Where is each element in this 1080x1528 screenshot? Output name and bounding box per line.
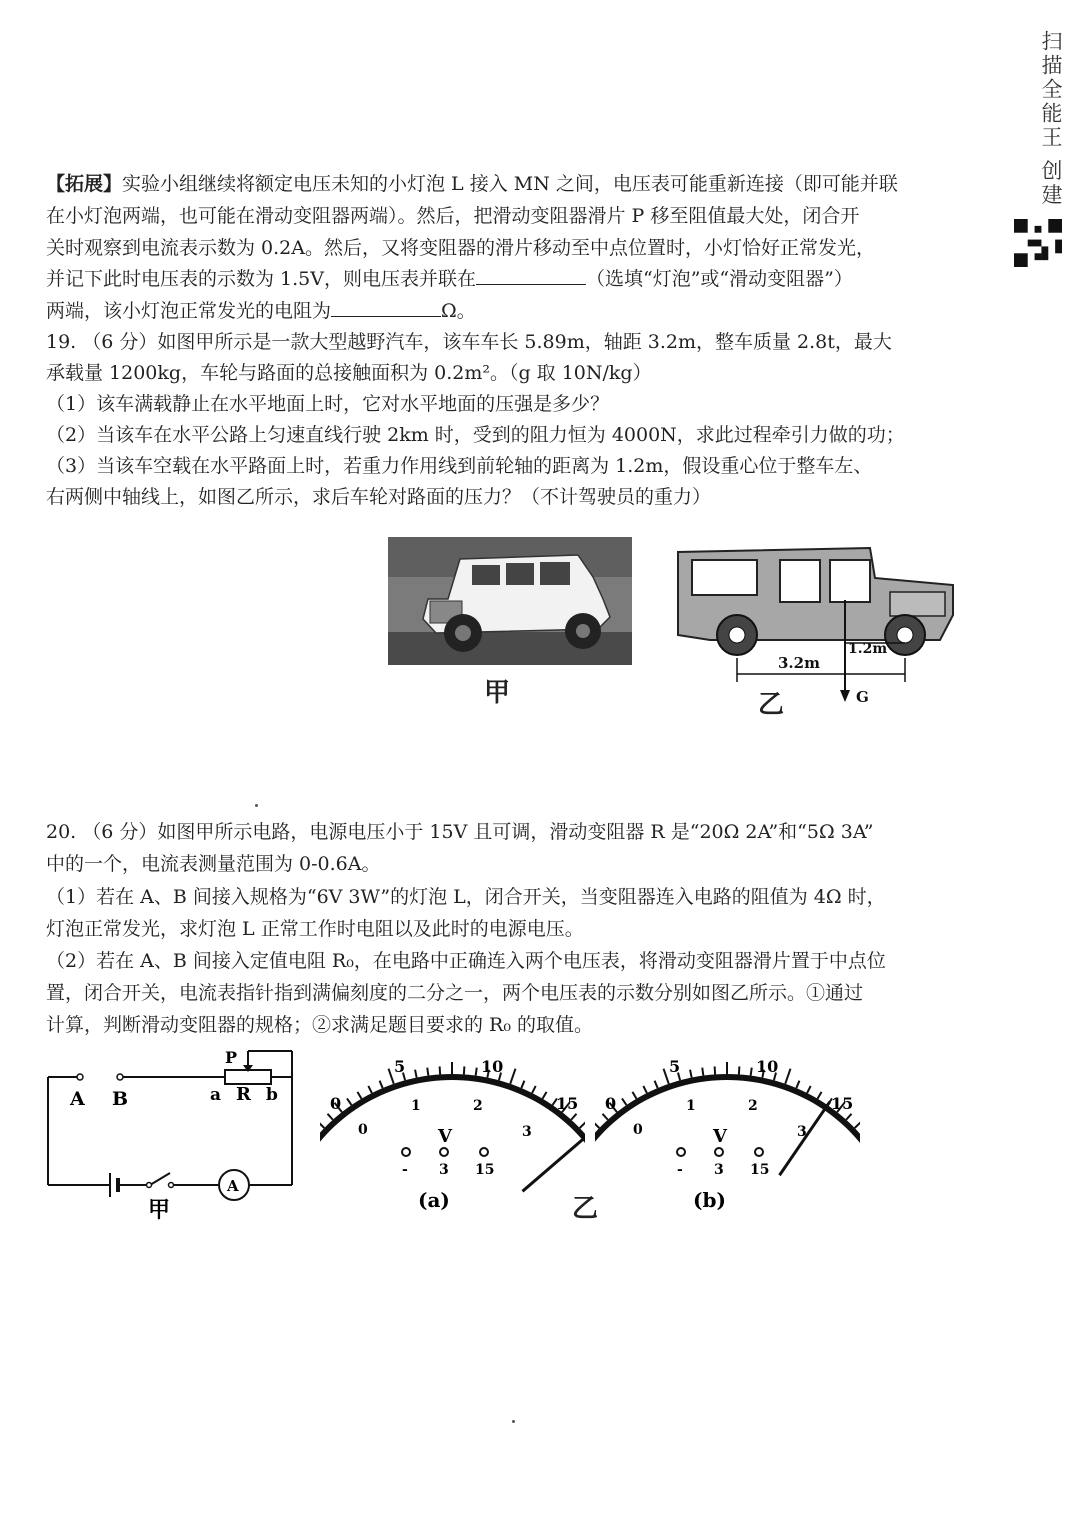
meter-tick	[347, 1098, 352, 1105]
qr-code-icon	[1014, 218, 1062, 268]
meter-tick	[510, 1069, 515, 1084]
q20-line-2: 中的一个，电流表测量范围为 0-0.6A。	[46, 853, 381, 875]
meter-tick	[464, 1066, 465, 1074]
rheostat-b-label: b	[266, 1085, 278, 1105]
meter-tick	[817, 1092, 821, 1099]
svg-text:-: -	[402, 1162, 408, 1178]
meter-tick	[690, 1070, 692, 1078]
meter-tick	[571, 1114, 576, 1120]
meter-tick	[751, 1068, 752, 1076]
q20-part-1a: （1）若在 A、B 间接入规格为“6V 3W”的灯泡 L，闭合开关，当变阻器连入电路的阻值为 4Ω 时，	[46, 886, 886, 908]
q19-part-3b: 右两侧中轴线上，如图乙所示，求后车轮对路面的压力？（不计驾驶员的重力）	[46, 486, 712, 508]
q19-line-2: 承载量 1200kg，车轮与路面的总接触面积为 0.2m²。（g 取 10N/kg）	[46, 362, 652, 384]
slider-p-label: P	[225, 1048, 238, 1067]
expansion-line-1: 【拓展】实验小组继续将额定电压未知的小灯泡 L 接入 MN 之间，电压表可能重新连接（即可能并联	[46, 173, 898, 195]
q19-part-1: （1）该车满载静止在水平地面上时，它对水平地面的压强是多少？	[46, 393, 610, 415]
q20-part-1b: 灯泡正常发光，求灯泡 L 正常工作时电阻以及此时的电源电压。	[46, 918, 584, 940]
meter-tick	[739, 1066, 740, 1074]
svg-text:2: 2	[473, 1098, 483, 1114]
svg-text:10: 10	[481, 1057, 504, 1076]
meter-tick	[632, 1092, 636, 1099]
terminal-b-label: B	[112, 1088, 129, 1110]
meter-tick	[622, 1098, 627, 1105]
fig-jia-caption: 甲	[484, 678, 511, 708]
rheostat-r-label: R	[236, 1084, 251, 1105]
svg-text:15: 15	[750, 1162, 770, 1178]
gravity-label: G	[856, 688, 869, 706]
q19-part-2: （2）当该车在水平公路上匀速直线行驶 2km 时，受到的阻力恒为 4000N，求此过程牵引力做的功；	[46, 424, 905, 446]
svg-text:3: 3	[714, 1162, 724, 1178]
meter-tick	[389, 1069, 394, 1084]
q20-part-2a: （2）若在 A、B 间接入定值电阻 R₀，在电路中正确连入两个电压表，将滑动变阻器滑片置于中点位	[46, 950, 886, 972]
circuit-diagram	[40, 1045, 302, 1225]
meter-tick	[357, 1092, 361, 1099]
scan-speck-2	[512, 1420, 515, 1423]
meter-tick	[785, 1069, 790, 1084]
suv-photo	[388, 537, 632, 665]
meter-tick	[476, 1068, 477, 1076]
q20-part-2c: 计算，判断滑动变阻器的规格；②求满足题目要求的 R₀ 的取值。	[46, 1014, 594, 1036]
meter-tick	[715, 1066, 716, 1074]
q19-line-1: 19. （6 分）如图甲所示是一款大型越野汽车，该车车长 5.89m，轴距 3.2m，整车质量 2.8t，最大	[46, 331, 892, 353]
meter-tick	[655, 1081, 658, 1088]
meter-tick	[415, 1070, 417, 1078]
svg-text:0: 0	[605, 1094, 617, 1113]
voltmeter-b	[595, 1052, 860, 1212]
expansion-line-2: 在小灯泡两端，也可能在滑动变阻器两端）。然后，把滑动变阻器滑片 P 移至阻值最大处，闭合开	[46, 205, 860, 227]
svg-text:3: 3	[439, 1162, 449, 1178]
meter-tick	[595, 1122, 599, 1128]
meter-tick	[320, 1122, 324, 1128]
dim-front-label: 1.2m	[848, 641, 888, 657]
terminal-a-label: A	[70, 1088, 85, 1110]
svg-text:0: 0	[358, 1122, 368, 1138]
scanner-watermark: 扫描全能王 创建	[1039, 30, 1063, 208]
circuit-caption: 甲	[148, 1197, 171, 1223]
meter-tick	[440, 1066, 441, 1074]
svg-text:-: -	[677, 1162, 683, 1178]
expansion-line-3: 关时观察到电流表示数为 0.2A。然后，又将变阻器的滑片移动至中点位置时，小灯恰好正常发光，	[46, 237, 875, 259]
meter-tick	[603, 1114, 608, 1120]
meter-tick	[796, 1081, 799, 1088]
voltmeter-a-unit: V	[438, 1126, 452, 1147]
svg-text:3: 3	[797, 1124, 807, 1140]
voltmeter-b-caption: (b)	[693, 1188, 726, 1212]
meter-needle	[522, 1133, 585, 1191]
expansion-line-4: 并记下此时电压表的示数为 1.5V，则电压表并联在 （选填“灯泡”或“滑动变阻器”）	[46, 268, 853, 290]
meter-tick	[807, 1086, 811, 1093]
svg-text:10: 10	[756, 1057, 779, 1076]
voltmeter-a	[320, 1052, 585, 1212]
rheostat-a-label: a	[210, 1085, 222, 1105]
svg-text:3: 3	[522, 1124, 532, 1140]
dim-wheelbase-label: 3.2m	[778, 654, 820, 672]
q20-part-2b: 置，闭合开关，电流表指针指到满偏刻度的二分之一，两个电压表的示数分别如图乙所示。①通过	[46, 982, 864, 1004]
fig-yi-caption: 乙	[758, 690, 785, 720]
meter-tick	[846, 1114, 851, 1120]
voltmeter-a-caption: (a)	[418, 1188, 450, 1212]
meter-tick	[542, 1092, 546, 1099]
svg-text:5: 5	[669, 1057, 681, 1076]
meter-tick	[427, 1068, 428, 1076]
meter-tick	[521, 1081, 524, 1088]
ammeter-label: A	[227, 1177, 239, 1195]
svg-text:15: 15	[556, 1094, 579, 1113]
answer-blank-1[interactable]	[476, 266, 586, 285]
meter-tick	[380, 1081, 383, 1088]
voltmeter-b-unit: V	[713, 1126, 727, 1147]
svg-text:2: 2	[748, 1098, 758, 1114]
vehicle-diagram	[670, 540, 955, 710]
meter-tick	[702, 1068, 703, 1076]
answer-blank-2[interactable]	[331, 298, 441, 317]
meter-tick	[580, 1122, 585, 1128]
fig-yi-caption-meters: 乙	[572, 1194, 599, 1224]
meter-tick	[368, 1086, 372, 1093]
meter-tick	[643, 1086, 647, 1093]
svg-text:0: 0	[633, 1122, 643, 1138]
expansion-tag: 【拓展】	[46, 173, 123, 195]
meter-tick	[532, 1086, 536, 1093]
meter-scale-arc	[320, 1074, 585, 1159]
q19-part-3a: （3）当该车空载在水平路面上时，若重力作用线到前轮轴的距离为 1.2m，假设重心位于整车左、	[46, 455, 873, 477]
svg-text:15: 15	[831, 1094, 854, 1113]
meter-tick	[855, 1122, 860, 1128]
expansion-line-5: 两端，该小灯泡正常发光的电阻为 Ω。	[46, 300, 476, 322]
svg-text:5: 5	[394, 1057, 406, 1076]
svg-text:1: 1	[686, 1098, 696, 1114]
svg-text:1: 1	[411, 1098, 421, 1114]
scan-speck	[255, 804, 258, 807]
svg-text:15: 15	[475, 1162, 495, 1178]
q20-line-1: 20. （6 分）如图甲所示电路，电源电压小于 15V 且可调，滑动变阻器 R 是“20Ω 2A”和“5Ω 3A”	[46, 821, 874, 843]
svg-text:0: 0	[330, 1094, 342, 1113]
meter-tick	[664, 1069, 669, 1084]
meter-tick	[328, 1114, 333, 1120]
